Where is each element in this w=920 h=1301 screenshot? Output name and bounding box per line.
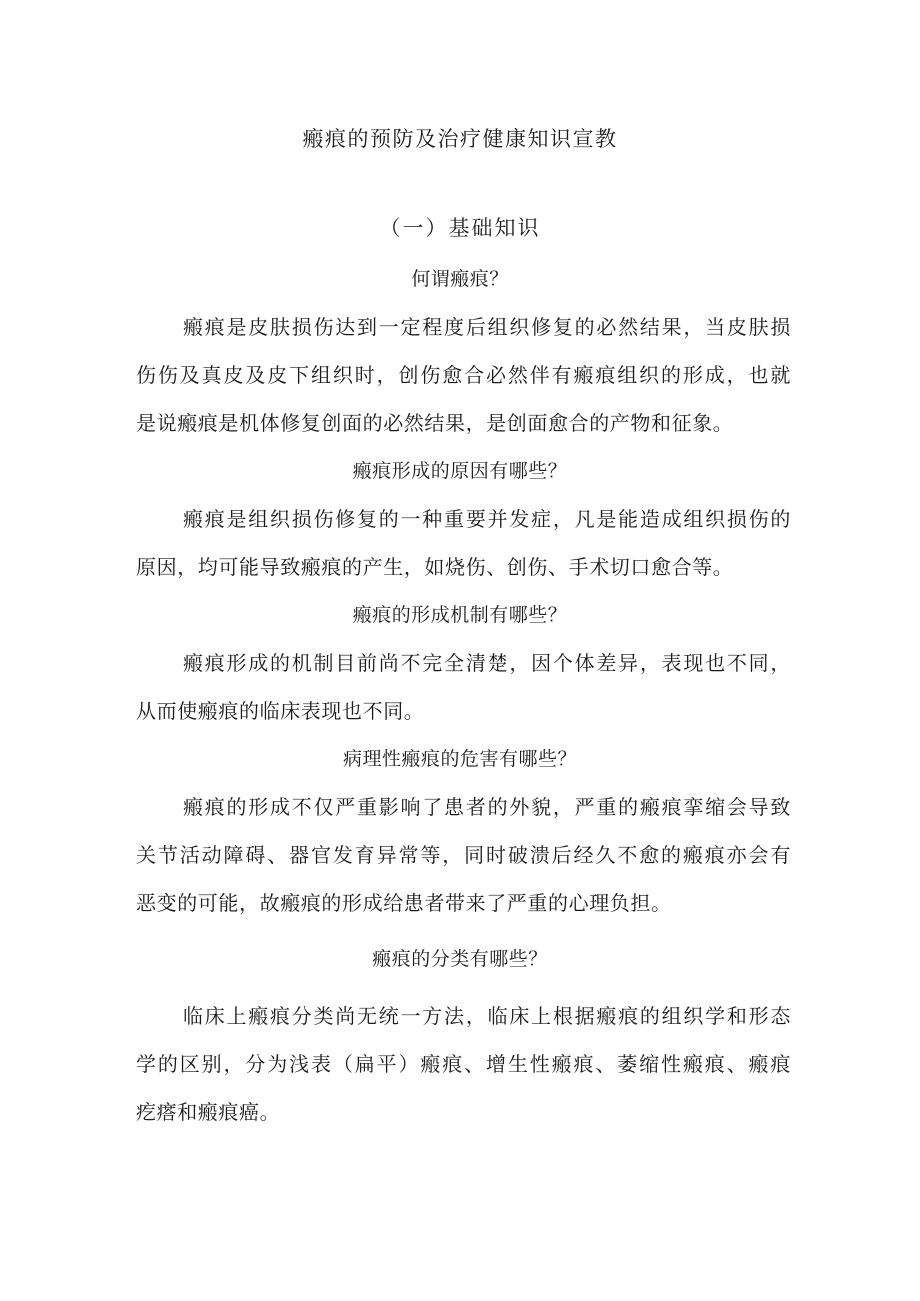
paragraph-line: 临床上瘢痕分类尚无统一方法，临床上根据瘢痕的组织学和形态 xyxy=(183,1004,791,1028)
question-heading: 何谓瘢痕？ xyxy=(411,268,509,290)
paragraph-line: 瘢痕形成的机制目前尚不完全清楚，因个体差异，表现也不同， xyxy=(183,651,791,675)
question-heading: 瘢痕形成的原因有哪些？ xyxy=(352,460,568,482)
paragraph-line: 关节活动障碍、器官发育异常等，同时破溃后经久不愈的瘢痕亦会有 xyxy=(136,843,791,867)
paragraph-line: 瘢痕是皮肤损伤达到一定程度后组织修复的必然结果，当皮肤损 xyxy=(183,315,791,339)
paragraph-line: 原因，均可能导致瘢痕的产生，如烧伤、创伤、手术切口愈合等。 xyxy=(136,555,734,579)
question-heading: 瘢痕的形成机制有哪些？ xyxy=(352,604,568,626)
paragraph-line: 学的区别，分为浅表（扁平）瘢痕、增生性瘢痕、萎缩性瘢痕、瘢痕 xyxy=(136,1052,791,1076)
question-heading: 瘢痕的分类有哪些？ xyxy=(372,948,548,970)
paragraph-line: 恶变的可能，故瘢痕的形成给患者带来了严重的心理负担。 xyxy=(136,891,672,915)
section-heading: （一）基础知识 xyxy=(379,216,541,240)
document-title: 瘢痕的预防及治疗健康知识宣教 xyxy=(302,127,618,151)
paragraph-line: 伤伤及真皮及皮下组织时，创伤愈合必然伴有瘢痕组织的形成，也就 xyxy=(136,363,791,387)
paragraph-line: 瘢痕的形成不仅严重影响了患者的外貌，严重的瘢痕挛缩会导致 xyxy=(183,795,791,819)
paragraph-line: 瘢痕是组织损伤修复的一种重要并发症，凡是能造成组织损伤的 xyxy=(183,507,791,531)
paragraph-line: 是说瘢痕是机体修复创面的必然结果，是创面愈合的产物和征象。 xyxy=(136,411,734,435)
question-heading: 病理性瘢痕的危害有哪些？ xyxy=(342,748,577,770)
paragraph-line: 从而使瘢痕的临床表现也不同。 xyxy=(136,699,425,723)
paragraph-line: 疙瘩和瘢痕癌。 xyxy=(136,1100,281,1124)
